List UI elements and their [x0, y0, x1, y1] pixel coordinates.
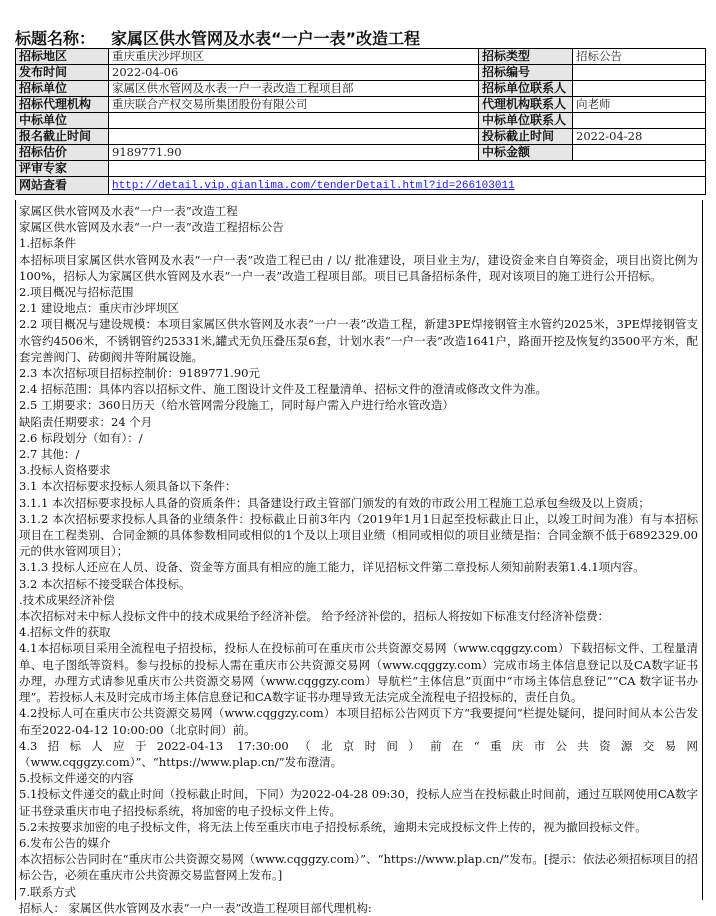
number-value: [573, 65, 706, 81]
title-value: 家属区供水管网及水表“一户一表”改造工程: [111, 29, 421, 48]
winner-contact-label: 中标单位联系人: [479, 113, 573, 129]
publish-label: 发布时间: [16, 65, 109, 81]
type-value: 招标公告: [573, 49, 706, 65]
table-row: [16, 81, 706, 97]
body-paragraph: 缺陷责任期要求：24 个月: [19, 414, 153, 429]
body-paragraph: 3.1 本次招标要求投标人须具备以下条件：: [19, 479, 237, 494]
winner-contact-value: [573, 113, 706, 129]
body-paragraph: 家属区供水管网及水表“一户一表”改造工程招标公告: [19, 220, 284, 235]
body-paragraph: 2.3 本次招标项目招标控制价：9189771.90元: [19, 366, 260, 381]
body-paragraph: 5.1投标文件递交的截止时间（投标截止时间，下同）为2022-04-28 09:30，投标人应当在投标截止时间前，通过互联网使用CA数字证书登录重庆市电子招投标系统，将加密的电子投标文件上传。: [19, 787, 698, 818]
agency-label: 招标代理机构: [16, 97, 109, 113]
body-paragraph: 本次招标对未中标人投标文件中的技术成果给予经济补偿。 给予经济补偿的，招标人将按如下标准支付经济补偿费：: [19, 609, 610, 624]
win-amount-value: [573, 145, 706, 161]
table-row: [16, 177, 706, 195]
website-cell: [109, 177, 706, 195]
body-paragraph: 3.1.3 投标人还应在人员、设备、资金等方面具有相应的施工能力，详见招标文件第二章投标人须知前附表第1.4.1项内容。: [19, 560, 645, 575]
body-paragraph: 2.5 工期要求：360日历天（给水管网需分段施工，同时每户需入户进行给水管改造）: [19, 398, 454, 413]
table-row: [16, 113, 706, 129]
body-paragraph: 3.投标人资格要求: [19, 463, 111, 478]
announcement-body: [15, 200, 703, 915]
table-row: [16, 161, 706, 177]
body-paragraph: 2.6 标段划分（如有）：/: [19, 430, 143, 445]
body-paragraph: 2.2 项目概况与建设规模：本项目家属区供水管网及水表“一户一表”改造工程，新建3PE焊接钢管主水管约2025米，3PE焊接钢管支水管约4506米，不锈钢管约25331米,罐式无负压叠压泵6套，计划水表“一户一表”改造1641户，路面开挖及恢复约3500平方米，配套完善阀门、砖砌阀井等附属设施。: [19, 317, 698, 364]
body-paragraph: 1.招标条件: [19, 236, 76, 251]
signup-deadline-label: 报名截止时间: [16, 129, 109, 145]
experts-value: [109, 161, 706, 177]
body-paragraph: .技术成果经济补偿: [19, 592, 115, 607]
body-paragraph: 7.联系方式: [19, 884, 76, 899]
estimate-value: 9189771.90: [109, 145, 479, 161]
agency-value: 重庆联合产权交易所集团股份有限公司: [109, 97, 479, 113]
body-paragraph: 3.2 本次招标不接受联合体投标。: [19, 576, 191, 591]
title-label: 标题名称：: [15, 29, 96, 48]
table-row: [16, 129, 706, 145]
unit-contact-label: 招标单位联系人: [479, 81, 573, 97]
bid-deadline-value: 2022-04-28: [573, 129, 706, 145]
table-row: [16, 65, 706, 81]
body-paragraph: 招标人： 家属区供水管网及水表“一户一表”改造工程项目部代理机构:: [19, 900, 372, 915]
table-row: [16, 49, 706, 65]
body-paragraph: 2.1 建设地点：重庆市沙坪坝区: [19, 301, 179, 316]
body-paragraph: 2.项目概况与招标范围: [19, 285, 134, 300]
body-paragraph: 2.7 其他：/: [19, 447, 80, 462]
winner-label: 中标单位: [16, 113, 109, 129]
body-paragraph: 3.1.1 本次招标要求投标人具备的资质条件：具备建设行政主管部门颁发的有效的市政公用工程施工总承包叁级及以上资质；: [19, 495, 650, 510]
unit-label: 招标单位: [16, 81, 109, 97]
body-paragraph: 本招标项目家属区供水管网及水表“一户一表”改造工程已由 / 以/ 批准建设，项目业主为/，建设资金来自自筹资金，项目出资比例为100%，招标人为家属区供水管网及水表“一户一表”改造工程项目部。项目已具备招标条件，现对该项目的施工进行公开招标。: [19, 252, 698, 283]
website-label: 网站查看: [16, 177, 109, 195]
region-label: 招标地区: [16, 49, 109, 65]
body-paragraph: 3.1.2 本次招标要求投标人具备的业绩条件：投标截止日前3年内（2019年1月1日起至投标截止日止，以竣工时间为准）有与本招标项目在工程类别、合同金额的具体参数相同或相似的1个及以上项目业绩（相同或相似的项目业绩是指：合同金额不低于6892329.00元的供水管网项目）；: [19, 511, 698, 559]
winner-value: [109, 113, 479, 129]
bid-deadline-label: 投标截止时间: [479, 129, 573, 145]
page-title: [15, 29, 420, 48]
experts-label: 评审专家: [16, 161, 109, 177]
body-paragraph: 4.1本招标项目采用全流程电子招投标，投标人在投标前可在重庆市公共资源交易网（www.cqggzy.com）下载招标文件、工程量清单、电子图纸等资料。参与投标的投标人需在重庆市公共资源交易网（www.cqggzy.com）完成市场主体信息登记以及CA数字证书办理，办理方式请参见重庆市公共资源交易网（www.cqggzy.com）导航栏“主体信息”页面中“市场主体信息登记”“CA 数字证书办理”。若投标人未及时完成市场主体信息登记和CA数字证书办理导致无法完成全流程电子招投标的，责任自负。: [19, 641, 698, 705]
unit-value: 家属区供水管网及水表一户一表改造工程项目部: [109, 81, 479, 97]
body-paragraph: 4.招标文件的获取: [19, 625, 111, 640]
type-label: 招标类型: [479, 49, 573, 65]
table-row: [16, 145, 706, 161]
body-paragraph: 4.3招标人应于2022-04-13 17:30:00（北京时间）前在“重庆市公共资源交易网（www.cqggzy.com）”、“https://www.plap.cn/”发布澄清。: [19, 738, 698, 769]
table-row: [16, 97, 706, 113]
region-value: 重庆重庆沙坪坝区: [109, 49, 479, 65]
body-paragraph: 本次招标公告同时在“重庆市公共资源交易网（www.cqggzy.com）”、“https://www.plap.cn/”发布。[提示：依法必须招标项目的招标公告，必须在重庆市公共资源交易监督网上发布。]: [19, 852, 698, 883]
body-paragraph: 家属区供水管网及水表“一户一表”改造工程: [19, 204, 238, 218]
agency-contact-value: 向老师: [573, 97, 706, 113]
body-paragraph: 5.投标文件递交的内容: [19, 771, 134, 786]
publish-value: 2022-04-06: [109, 65, 479, 81]
website-link[interactable]: http://detail.vip.qianlima.com/tenderDetail.html?id=266103011: [112, 180, 515, 192]
info-table: [15, 48, 706, 195]
agency-contact-label: 代理机构联系人: [479, 97, 573, 113]
number-label: 招标编号: [479, 65, 573, 81]
signup-deadline-value: [109, 129, 479, 145]
body-paragraph: 6.发布公告的媒介: [19, 835, 111, 850]
body-paragraph: 2.4 招标范围：具体内容以招标文件、施工图设计文件及工程量清单、招标文件的澄清或修改文件为准。: [19, 382, 547, 397]
estimate-label: 招标估价: [16, 145, 109, 161]
body-paragraph: 4.2投标人可在重庆市公共资源交易网（www.cqggzy.com）本项目招标公告网页下方“我要提问”栏提处疑问，提问时间从本公告发布至2022-04-12 10:00:00（北京时间）前。: [19, 706, 698, 737]
unit-contact-value: [573, 81, 706, 97]
body-paragraph: 5.2未按要求加密的电子投标文件，将无法上传至重庆市电子招投标系统，逾期未完成投标文件上传的，视为撤回投标文件。: [19, 819, 647, 834]
win-amount-label: 中标金额: [479, 145, 573, 161]
